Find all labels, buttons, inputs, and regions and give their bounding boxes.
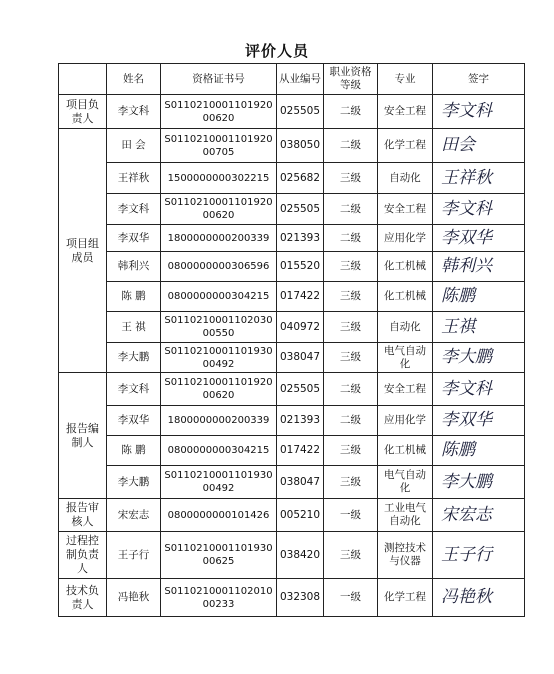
cell-reg: 017422 <box>277 282 324 312</box>
cell-major: 化工机械 <box>378 436 433 466</box>
cell-major: 化学工程 <box>378 129 433 163</box>
cell-cert: S011021000110192000620 <box>161 373 277 406</box>
cell-name: 李大鹏 <box>107 466 161 499</box>
cell-major: 自动化 <box>378 312 433 343</box>
group-report-review: 报告审核人 <box>59 499 107 532</box>
signature: 李文科 <box>433 194 525 225</box>
signature: 王祺 <box>433 312 525 343</box>
cell-name: 王祥秋 <box>107 163 161 194</box>
cell-name: 田 会 <box>107 129 161 163</box>
cell-major: 工业电气自动化 <box>378 499 433 532</box>
cell-major: 应用化学 <box>378 225 433 252</box>
cell-reg: 025682 <box>277 163 324 194</box>
cell-level: 三级 <box>324 436 378 466</box>
cell-name: 李双华 <box>107 225 161 252</box>
cell-level: 二级 <box>324 406 378 436</box>
table-row <box>59 252 525 282</box>
cell-reg: 021393 <box>277 225 324 252</box>
cell-cert: 1800000000200339 <box>161 225 277 252</box>
signature: 李大鹏 <box>433 343 525 373</box>
table-row <box>59 312 525 343</box>
cell-level: 三级 <box>324 163 378 194</box>
cell-reg: 015520 <box>277 252 324 282</box>
cell-level: 二级 <box>324 95 378 129</box>
signature: 宋宏志 <box>433 499 525 532</box>
cell-cert: S011021000110193000492 <box>161 343 277 373</box>
cell-major: 化工机械 <box>378 252 433 282</box>
cell-reg: 025505 <box>277 194 324 225</box>
cell-name: 李文科 <box>107 95 161 129</box>
cell-level: 三级 <box>324 343 378 373</box>
table-row <box>59 466 525 499</box>
cell-cert: 0800000000306596 <box>161 252 277 282</box>
cell-cert: S011021000110192000620 <box>161 194 277 225</box>
signature: 冯艳秋 <box>433 579 525 617</box>
cell-major: 安全工程 <box>378 373 433 406</box>
cell-reg: 038047 <box>277 466 324 499</box>
cell-reg: 040972 <box>277 312 324 343</box>
header-cert: 资格证书号 <box>161 64 277 95</box>
cell-reg: 038050 <box>277 129 324 163</box>
cell-level: 二级 <box>324 373 378 406</box>
header-name: 姓名 <box>107 64 161 95</box>
cell-name: 李文科 <box>107 373 161 406</box>
cell-level: 一级 <box>324 579 378 617</box>
cell-name: 冯艳秋 <box>107 579 161 617</box>
cell-level: 二级 <box>324 129 378 163</box>
cell-cert: S011021000110201000233 <box>161 579 277 617</box>
cell-name: 韩利兴 <box>107 252 161 282</box>
table-row <box>59 163 525 194</box>
cell-level: 三级 <box>324 252 378 282</box>
table-row <box>59 95 525 129</box>
cell-level: 二级 <box>324 194 378 225</box>
cell-name: 王子行 <box>107 532 161 579</box>
table-row <box>59 129 525 163</box>
table-row <box>59 532 525 579</box>
table-row <box>59 436 525 466</box>
cell-major: 应用化学 <box>378 406 433 436</box>
table-row <box>59 194 525 225</box>
signature: 王子行 <box>433 532 525 579</box>
cell-cert: 1500000000302215 <box>161 163 277 194</box>
header-reg-no: 从业编号 <box>277 64 324 95</box>
cell-name: 李大鹏 <box>107 343 161 373</box>
cell-cert: S011021000110203000550 <box>161 312 277 343</box>
header-sign: 签字 <box>433 64 525 95</box>
signature: 田会 <box>433 129 525 163</box>
group-project-lead: 项目负责人 <box>59 95 107 129</box>
page-title: 评价人员 <box>244 42 309 60</box>
signature: 李大鹏 <box>433 466 525 499</box>
cell-reg: 017422 <box>277 436 324 466</box>
table-row <box>59 225 525 252</box>
cell-reg: 038047 <box>277 343 324 373</box>
header-role <box>59 64 107 95</box>
cell-major: 自动化 <box>378 163 433 194</box>
cell-reg: 038420 <box>277 532 324 579</box>
cell-cert: 0800000000101426 <box>161 499 277 532</box>
cell-name: 王 祺 <box>107 312 161 343</box>
cell-major: 安全工程 <box>378 95 433 129</box>
signature: 王祥秋 <box>433 163 525 194</box>
cell-cert: S011021000110192000620 <box>161 95 277 129</box>
group-tech-lead: 技术负责人 <box>59 579 107 617</box>
signature: 李文科 <box>433 95 525 129</box>
cell-major: 测控技术与仪器 <box>378 532 433 579</box>
cell-major: 电气自动化 <box>378 466 433 499</box>
cell-cert: S011021000110193000492 <box>161 466 277 499</box>
header-level: 职业资格等级 <box>324 64 378 95</box>
personnel-table <box>58 63 525 617</box>
cell-reg: 025505 <box>277 95 324 129</box>
cell-level: 三级 <box>324 282 378 312</box>
cell-name: 陈 鹏 <box>107 282 161 312</box>
cell-level: 三级 <box>324 532 378 579</box>
cell-name: 宋宏志 <box>107 499 161 532</box>
cell-name: 李文科 <box>107 194 161 225</box>
table-row <box>59 499 525 532</box>
signature: 陈鹏 <box>433 436 525 466</box>
signature: 李双华 <box>433 225 525 252</box>
group-process-lead: 过程控制负责人 <box>59 532 107 579</box>
group-project-member: 项目组成员 <box>59 129 107 373</box>
cell-cert: 0800000000304215 <box>161 282 277 312</box>
cell-reg: 005210 <box>277 499 324 532</box>
table-row <box>59 579 525 617</box>
cell-name: 李双华 <box>107 406 161 436</box>
cell-cert: 1800000000200339 <box>161 406 277 436</box>
cell-major: 化学工程 <box>378 579 433 617</box>
cell-name: 陈 鹏 <box>107 436 161 466</box>
group-report-writer: 报告编制人 <box>59 373 107 499</box>
table-row <box>59 343 525 373</box>
cell-level: 三级 <box>324 466 378 499</box>
signature: 韩利兴 <box>433 252 525 282</box>
cell-level: 一级 <box>324 499 378 532</box>
cell-cert: 0800000000304215 <box>161 436 277 466</box>
cell-cert: S011021000110193000625 <box>161 532 277 579</box>
table-header-row <box>59 64 525 95</box>
cell-reg: 032308 <box>277 579 324 617</box>
table-row <box>59 282 525 312</box>
table-row <box>59 373 525 406</box>
header-major: 专业 <box>378 64 433 95</box>
cell-major: 化工机械 <box>378 282 433 312</box>
cell-level: 三级 <box>324 312 378 343</box>
cell-major: 安全工程 <box>378 194 433 225</box>
table-row <box>59 406 525 436</box>
cell-major: 电气自动化 <box>378 343 433 373</box>
cell-level: 二级 <box>324 225 378 252</box>
signature: 李文科 <box>433 373 525 406</box>
cell-reg: 021393 <box>277 406 324 436</box>
signature: 李双华 <box>433 406 525 436</box>
signature: 陈鹏 <box>433 282 525 312</box>
cell-cert: S011021000110192000705 <box>161 129 277 163</box>
cell-reg: 025505 <box>277 373 324 406</box>
